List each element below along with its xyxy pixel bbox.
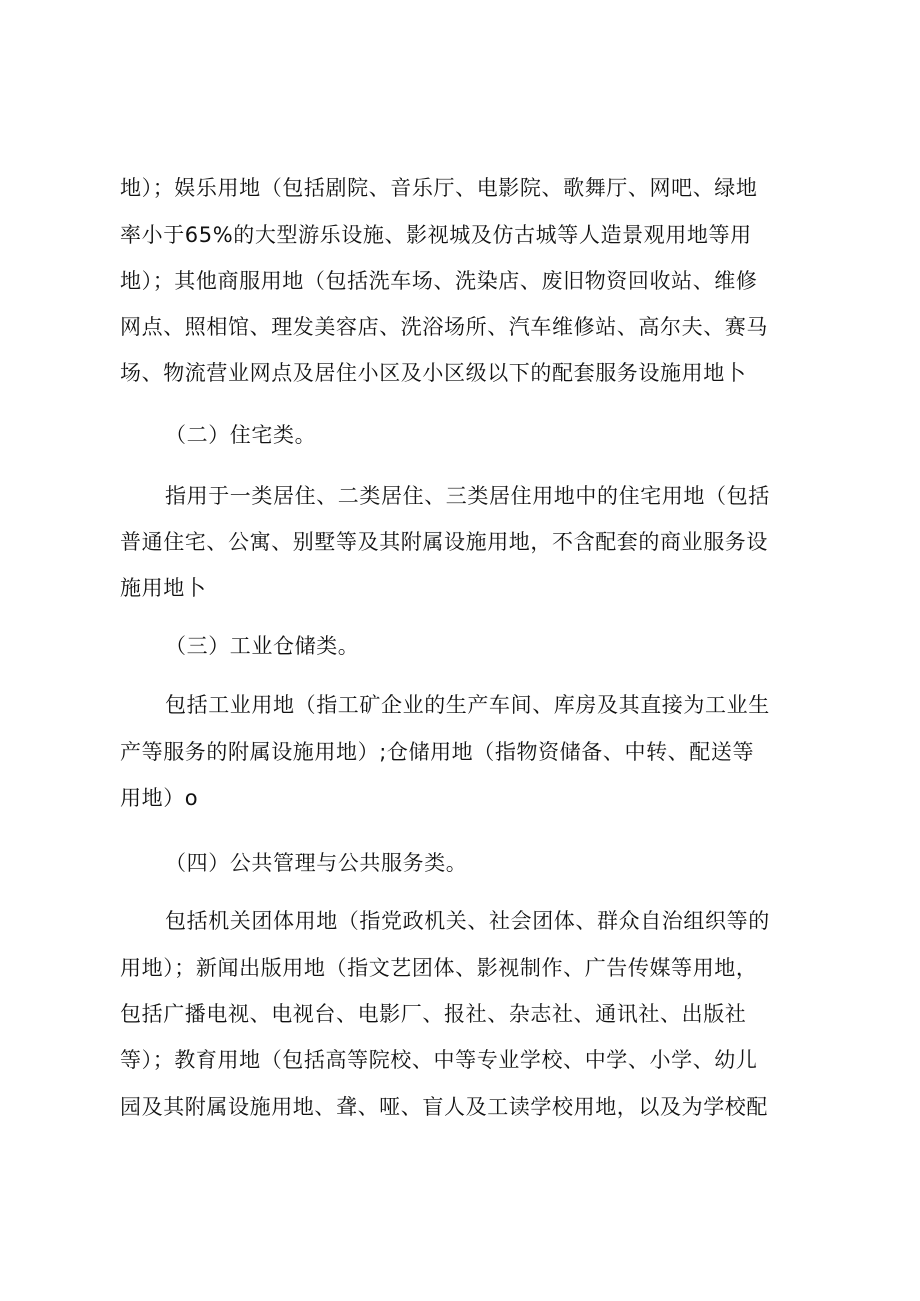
paragraph-line: 等）；教育用地（包括高等院校、中等专业学校、中学、小学、幼儿 — [120, 1048, 758, 1072]
paragraph-line: 产等服务的附属设施用地）;仓储用地（指物资储备、中转、配送等 — [120, 740, 755, 764]
paragraph-line: 园及其附属设施用地、聋、哑、盲人及工读学校用地，以及为学校配 — [120, 1095, 768, 1119]
paragraph-line: 包括工业用地（指工矿企业的生产车间、库房及其直接为工业生 — [165, 693, 770, 717]
paragraph-line: 用地）o — [120, 786, 199, 810]
paragraph-line: 包括广播电视、电视台、电影厂、报社、杂志社、通讯社、出版社 — [120, 1002, 747, 1026]
section-heading-residential: （二）住宅类。 — [165, 423, 317, 447]
section-heading-public: （四）公共管理与公共服务类。 — [165, 851, 468, 875]
paragraph-line: 普通住宅、公寓、别墅等及其附属设施用地，不含配套的商业服务设 — [120, 530, 768, 554]
paragraph-line: 包括机关团体用地（指党政机关、社会团体、群众自治组织等的 — [165, 909, 770, 933]
section-heading-industrial: （三）工业仓储类。 — [165, 634, 360, 658]
paragraph-line: 网点、照相馆、理发美容店、洗浴场所、汽车维修站、高尔夫、赛马 — [120, 315, 768, 339]
paragraph-line: 地）；娱乐用地（包括剧院、音乐厅、电影院、歌舞厅、网吧、绿地 — [120, 176, 758, 200]
paragraph-line: 率小于65%的大型游乐设施、影视城及仿古城等人造景观用地等用 — [120, 223, 752, 247]
paragraph-line: 场、物流营业网点及居住小区及小区级以下的配套服务设施用地卜 — [120, 361, 747, 385]
paragraph-line: 施用地卜 — [120, 576, 207, 600]
paragraph-line: 地）；其他商服用地（包括洗车场、洗染店、废旧物资回收站、维修 — [120, 269, 758, 293]
paragraph-line: 用地）；新闻出版用地（指文艺团体、影视制作、广告传媒等用地， — [120, 956, 758, 980]
paragraph-line: 指用于一类居住、二类居住、三类居住用地中的住宅用地（包括 — [165, 484, 770, 508]
